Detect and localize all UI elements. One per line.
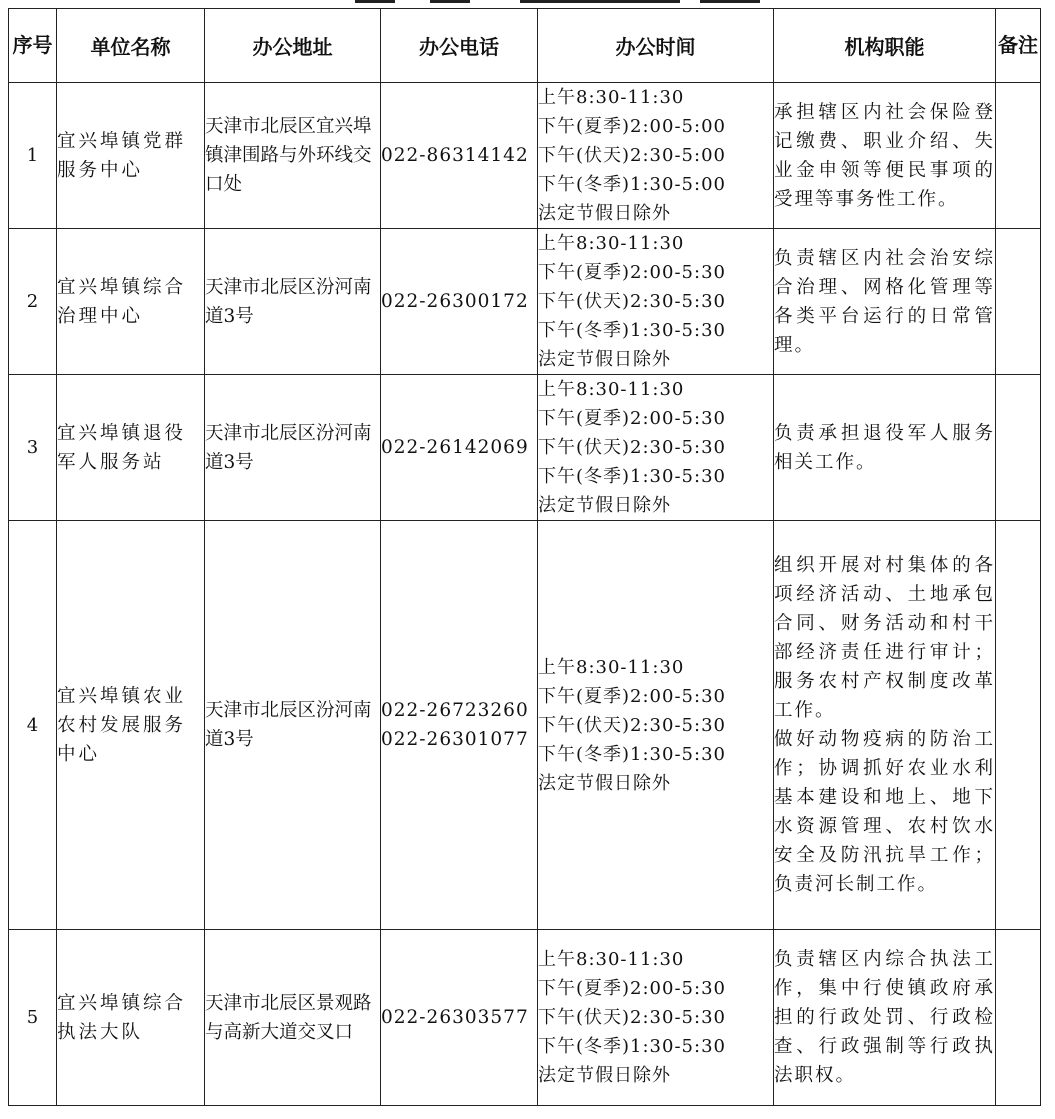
hours-line: 下午(冬季)1:30-5:00	[538, 174, 726, 195]
table-row	[9, 83, 1041, 229]
header-duties: 机构职能	[774, 9, 996, 83]
cropped-title-strip	[0, 0, 1055, 8]
hours-line: 法定节假日除外	[538, 1065, 671, 1086]
row-num: 2	[9, 229, 57, 375]
row-remark	[996, 930, 1041, 1106]
hours-line: 下午(冬季)1:30-5:30	[538, 743, 726, 765]
phone-number: 022-86314142	[381, 145, 529, 166]
row-unit: 宜兴埠镇退役军人服务站	[57, 375, 205, 521]
hours-line: 下午(夏季)2:00-5:30	[538, 685, 726, 707]
row-remark	[996, 521, 1041, 930]
header-row	[9, 9, 1041, 83]
hours-line: 法定节假日除外	[538, 203, 671, 224]
row-hours	[538, 375, 774, 521]
row-phone	[381, 229, 538, 375]
row-phone	[381, 375, 538, 521]
hours-line: 下午(伏天)2:30-5:00	[538, 145, 726, 166]
header-num: 序号	[9, 9, 57, 83]
hours-line: 下午(伏天)2:30-5:30	[538, 437, 726, 458]
row-hours	[538, 83, 774, 229]
hours-line: 下午(夏季)2:00-5:30	[538, 408, 726, 429]
hours-line: 下午(伏天)2:30-5:30	[538, 714, 726, 736]
row-unit: 宜兴埠镇农业农村发展服务中心	[57, 521, 205, 930]
row-duties: 负责辖区内综合执法工作，集中行使镇政府承担的行政处罚、行政检查、行政强制等行政执法职权。	[774, 930, 996, 1106]
row-hours	[538, 521, 774, 930]
hours-line: 下午(伏天)2:30-5:30	[538, 1007, 726, 1028]
duties-paragraph: 组织开展对村集体的各项经济活动、土地承包合同、财务活动和村干部经济责任进行审计；服务农村产权制度改革工作。	[774, 555, 995, 721]
hours-line: 上午8:30-11:30	[538, 233, 685, 254]
row-duties	[774, 521, 996, 930]
table-row	[9, 521, 1041, 930]
hours-line: 法定节假日除外	[538, 772, 671, 794]
hours-line: 下午(夏季)2:00-5:30	[538, 262, 726, 283]
row-num: 1	[9, 83, 57, 229]
hours-line: 下午(伏天)2:30-5:30	[538, 291, 726, 312]
hours-line: 法定节假日除外	[538, 495, 671, 516]
table-row	[9, 229, 1041, 375]
header-phone: 办公电话	[381, 9, 538, 83]
table-row	[9, 375, 1041, 521]
row-num: 3	[9, 375, 57, 521]
row-unit: 宜兴埠镇党群服务中心	[57, 83, 205, 229]
row-unit: 宜兴埠镇综合治理中心	[57, 229, 205, 375]
header-hours: 办公时间	[538, 9, 774, 83]
phone-number: 022-26723260	[381, 700, 529, 721]
office-roster-table	[8, 8, 1041, 1106]
header-address: 办公地址	[205, 9, 381, 83]
row-address: 天津市北辰区汾河南道3号	[205, 521, 381, 930]
row-hours	[538, 229, 774, 375]
row-phone	[381, 930, 538, 1106]
header-remark: 备注	[996, 9, 1041, 83]
row-duties: 负责辖区内社会治安综合治理、网格化管理等各类平台运行的日常管理。	[774, 229, 996, 375]
hours-line: 下午(冬季)1:30-5:30	[538, 1036, 726, 1057]
hours-line: 上午8:30-11:30	[538, 379, 685, 400]
row-address: 天津市北辰区汾河南道3号	[205, 375, 381, 521]
hours-line: 下午(冬季)1:30-5:30	[538, 466, 726, 487]
hours-line: 下午(夏季)2:00-5:30	[538, 978, 726, 999]
row-num: 5	[9, 930, 57, 1106]
phone-number: 022-26300172	[381, 291, 529, 312]
row-remark	[996, 375, 1041, 521]
row-num: 4	[9, 521, 57, 930]
hours-line: 下午(冬季)1:30-5:30	[538, 320, 726, 341]
row-remark	[996, 83, 1041, 229]
phone-number: 022-26303577	[381, 1007, 529, 1028]
row-hours	[538, 930, 774, 1106]
hours-line: 下午(夏季)2:00-5:00	[538, 116, 726, 137]
row-remark	[996, 229, 1041, 375]
duties-paragraph: 做好动物疫病的防治工作；协调抓好农业水利基本建设和地上、地下水资源管理、农村饮水安全及防汛抗旱工作；负责河长制工作。	[774, 729, 995, 895]
row-phone	[381, 83, 538, 229]
hours-line: 法定节假日除外	[538, 349, 671, 370]
phone-number: 022-26142069	[381, 437, 529, 458]
row-unit: 宜兴埠镇综合执法大队	[57, 930, 205, 1106]
hours-line: 上午8:30-11:30	[538, 949, 685, 970]
table-row	[9, 930, 1041, 1106]
hours-line: 上午8:30-11:30	[538, 87, 685, 108]
row-duties: 负责承担退役军人服务相关工作。	[774, 375, 996, 521]
row-address: 天津市北辰区宜兴埠镇津围路与外环线交口处	[205, 83, 381, 229]
row-address: 天津市北辰区汾河南道3号	[205, 229, 381, 375]
hours-line: 上午8:30-11:30	[538, 656, 685, 678]
header-unit: 单位名称	[57, 9, 205, 83]
row-duties: 承担辖区内社会保险登记缴费、职业介绍、失业金申领等便民事项的受理等事务性工作。	[774, 83, 996, 229]
row-address: 天津市北辰区景观路与高新大道交叉口	[205, 930, 381, 1106]
phone-number: 022-26301077	[381, 729, 529, 750]
row-phone	[381, 521, 538, 930]
